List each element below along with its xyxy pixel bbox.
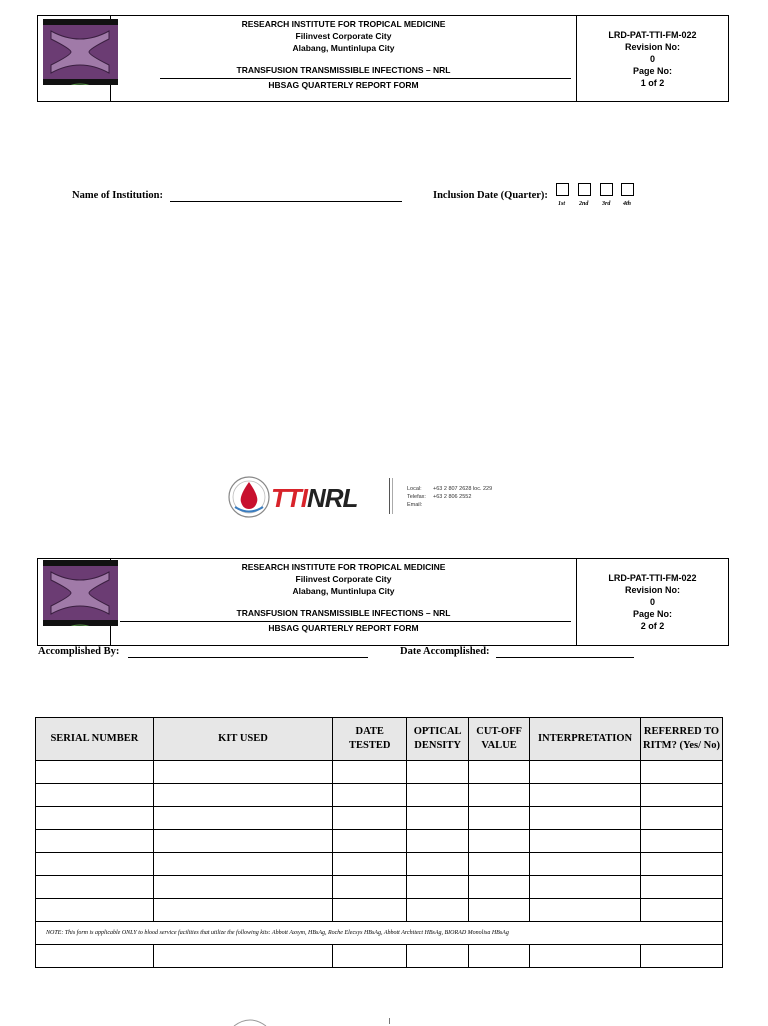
table-cell[interactable]: [407, 899, 469, 922]
table-cell[interactable]: [530, 876, 641, 899]
table-cell[interactable]: [36, 899, 154, 922]
table-cell[interactable]: [333, 876, 407, 899]
table-cell[interactable]: [469, 784, 530, 807]
table-cell[interactable]: [36, 807, 154, 830]
quarter-4th-label: 4th: [623, 201, 632, 207]
header-divider: [160, 78, 571, 79]
form-title: HBSAG QUARTERLY REPORT FORM: [268, 623, 419, 633]
program-name: TRANSFUSION TRANSMISSIBLE INFECTIONS – NRL: [236, 608, 451, 618]
table-cell[interactable]: [469, 899, 530, 922]
accomplished-by-field[interactable]: [128, 657, 368, 658]
local-value: +63 2 807 2628 loc. 229: [433, 486, 493, 492]
table-cell[interactable]: [153, 945, 333, 968]
form-title: HBSAG QUARTERLY REPORT FORM: [268, 80, 419, 90]
page-value: 1 of 2: [640, 77, 665, 88]
table-cell[interactable]: [153, 853, 333, 876]
table-row: [36, 807, 723, 830]
table-cell[interactable]: [153, 899, 333, 922]
revision-label: Revision No:: [624, 585, 680, 595]
table-cell[interactable]: [36, 853, 154, 876]
table-cell[interactable]: [641, 761, 723, 784]
col-optical-density: OPTICAL DENSITY: [407, 718, 469, 761]
table-row: [36, 784, 723, 807]
table-cell[interactable]: [469, 761, 530, 784]
revision-value: 0: [649, 597, 655, 607]
quarter-1st-label: 1st: [558, 201, 566, 207]
address-line-1: Filinvest Corporate City: [295, 574, 392, 584]
table-cell[interactable]: [333, 830, 407, 853]
nrl-text: NRL: [307, 483, 358, 513]
table-cell[interactable]: [530, 784, 641, 807]
address-line-2: Alabang, Muntinlupa City: [292, 43, 395, 53]
table-cell[interactable]: [641, 899, 723, 922]
table-cell[interactable]: [333, 899, 407, 922]
header-divider: [120, 621, 571, 622]
program-name: TRANSFUSION TRANSMISSIBLE INFECTIONS – NRL: [236, 65, 451, 75]
table-cell[interactable]: [407, 853, 469, 876]
revision-value: 0: [649, 53, 655, 64]
table-cell[interactable]: [36, 945, 154, 968]
table-cell[interactable]: [333, 761, 407, 784]
table-cell[interactable]: [530, 761, 641, 784]
table-cell[interactable]: [407, 876, 469, 899]
logo-cell: [38, 559, 111, 645]
page-label: Page No:: [632, 65, 672, 76]
header-box-page-1: [37, 15, 729, 102]
table-row: [36, 945, 723, 968]
col-interpretation: INTERPRETATION: [530, 718, 641, 761]
table-row: [36, 853, 723, 876]
page-label: Page No:: [632, 609, 672, 619]
table-cell[interactable]: [469, 945, 530, 968]
institution-label: Name of Institution:: [72, 190, 163, 201]
table-cell[interactable]: [641, 830, 723, 853]
table-row: [36, 830, 723, 853]
table-cell[interactable]: [469, 830, 530, 853]
table-row: [36, 761, 723, 784]
quarter-1st-checkbox[interactable]: [556, 183, 569, 196]
table-cell[interactable]: [333, 853, 407, 876]
logo-cell: [38, 16, 111, 101]
col-cut-off-value: CUT-OFF VALUE: [469, 718, 530, 761]
accomplished-by-label: Accomplished By:: [38, 646, 120, 657]
table-cell[interactable]: [530, 945, 641, 968]
table-cell[interactable]: [153, 761, 333, 784]
email-label: Email:: [407, 502, 423, 508]
ttinrl-wordmark: [271, 483, 357, 514]
institute-name: RESEARCH INSTITUTE FOR TROPICAL MEDICINE: [241, 562, 446, 572]
address-line-2: Alabang, Muntinlupa City: [292, 586, 395, 596]
table-cell[interactable]: [153, 807, 333, 830]
ritm-logo-icon: [43, 19, 118, 85]
document-info: [576, 16, 728, 101]
table-cell[interactable]: [530, 853, 641, 876]
table-cell[interactable]: [333, 784, 407, 807]
document-info: [576, 559, 728, 645]
table-cell[interactable]: [469, 807, 530, 830]
date-accomplished-label: Date Accomplished:: [400, 646, 490, 657]
partial-divider: [389, 1018, 390, 1024]
doc-code: LRD-PAT-TTI-FM-022: [608, 573, 697, 583]
note-row: [36, 922, 723, 945]
table-cell[interactable]: [407, 761, 469, 784]
table-cell[interactable]: [641, 853, 723, 876]
local-label: Local:: [407, 486, 422, 492]
inclusion-date-label: Inclusion Date (Quarter):: [433, 190, 548, 201]
table-header-row: [36, 718, 723, 761]
col-serial-number: SERIAL NUMBER: [36, 718, 154, 761]
date-accomplished-field[interactable]: [496, 657, 634, 658]
table-cell[interactable]: [407, 830, 469, 853]
table-row: [36, 899, 723, 922]
address-line-1: Filinvest Corporate City: [295, 31, 392, 41]
quarter-2nd-checkbox[interactable]: [578, 183, 591, 196]
header-box-page-2: [37, 558, 729, 646]
table-cell[interactable]: [530, 899, 641, 922]
institute-name: RESEARCH INSTITUTE FOR TROPICAL MEDICINE: [241, 19, 446, 29]
contact-info: [407, 485, 492, 509]
revision-label: Revision No:: [624, 41, 680, 52]
partial-seal-icon: [230, 1016, 270, 1026]
header-center: [110, 559, 577, 645]
table-cell[interactable]: [36, 784, 154, 807]
quarter-3rd-checkbox[interactable]: [600, 183, 613, 196]
table-cell[interactable]: [407, 807, 469, 830]
table-cell[interactable]: [641, 807, 723, 830]
table-cell[interactable]: [469, 876, 530, 899]
table-cell[interactable]: [153, 876, 333, 899]
table-cell[interactable]: [407, 784, 469, 807]
table-cell[interactable]: [641, 945, 723, 968]
quarter-2nd-label: 2nd: [579, 201, 589, 207]
logo-divider: [389, 478, 390, 514]
table-cell[interactable]: [333, 807, 407, 830]
col-kit-used: KIT USED: [153, 718, 333, 761]
table-cell[interactable]: [407, 945, 469, 968]
col-referred-to-ritm: REFERRED TO RITM? (Yes/ No): [641, 718, 723, 761]
ritm-logo-icon: [43, 560, 118, 626]
logo-divider-2: [392, 478, 393, 514]
quarter-4th-checkbox[interactable]: [621, 183, 634, 196]
quarter-3rd-label: 3rd: [602, 201, 611, 207]
table-cell[interactable]: [36, 761, 154, 784]
table-cell[interactable]: [153, 784, 333, 807]
table-cell[interactable]: [153, 830, 333, 853]
telefax-value: +63 2 806 2552: [433, 494, 472, 500]
table-cell[interactable]: [469, 853, 530, 876]
tti-text: TTI: [271, 483, 307, 513]
table-cell[interactable]: [641, 784, 723, 807]
page-value: 2 of 2: [640, 621, 665, 631]
blood-drop-seal-icon: [227, 474, 272, 520]
telefax-label: Telefax:: [407, 494, 426, 500]
table-cell[interactable]: [530, 830, 641, 853]
table-cell[interactable]: [641, 876, 723, 899]
table-cell[interactable]: [36, 876, 154, 899]
report-table: [35, 717, 723, 968]
doc-code: LRD-PAT-TTI-FM-022: [608, 29, 697, 40]
table-cell[interactable]: [333, 945, 407, 968]
col-date-tested: DATE TESTED: [333, 718, 407, 761]
institution-field[interactable]: [170, 201, 402, 202]
table-row: [36, 876, 723, 899]
kit-note: NOTE: This form is applicable ONLY to blood service facilities that utilize the following kits: Abbott Axsym, HBsAg, Roche Elecsys HBsAg, Abbott Architect HBsAg, BIORAD Monolisa HBsAg: [36, 922, 723, 945]
table-cell[interactable]: [530, 807, 641, 830]
header-center: [110, 16, 577, 101]
table-cell[interactable]: [36, 830, 154, 853]
